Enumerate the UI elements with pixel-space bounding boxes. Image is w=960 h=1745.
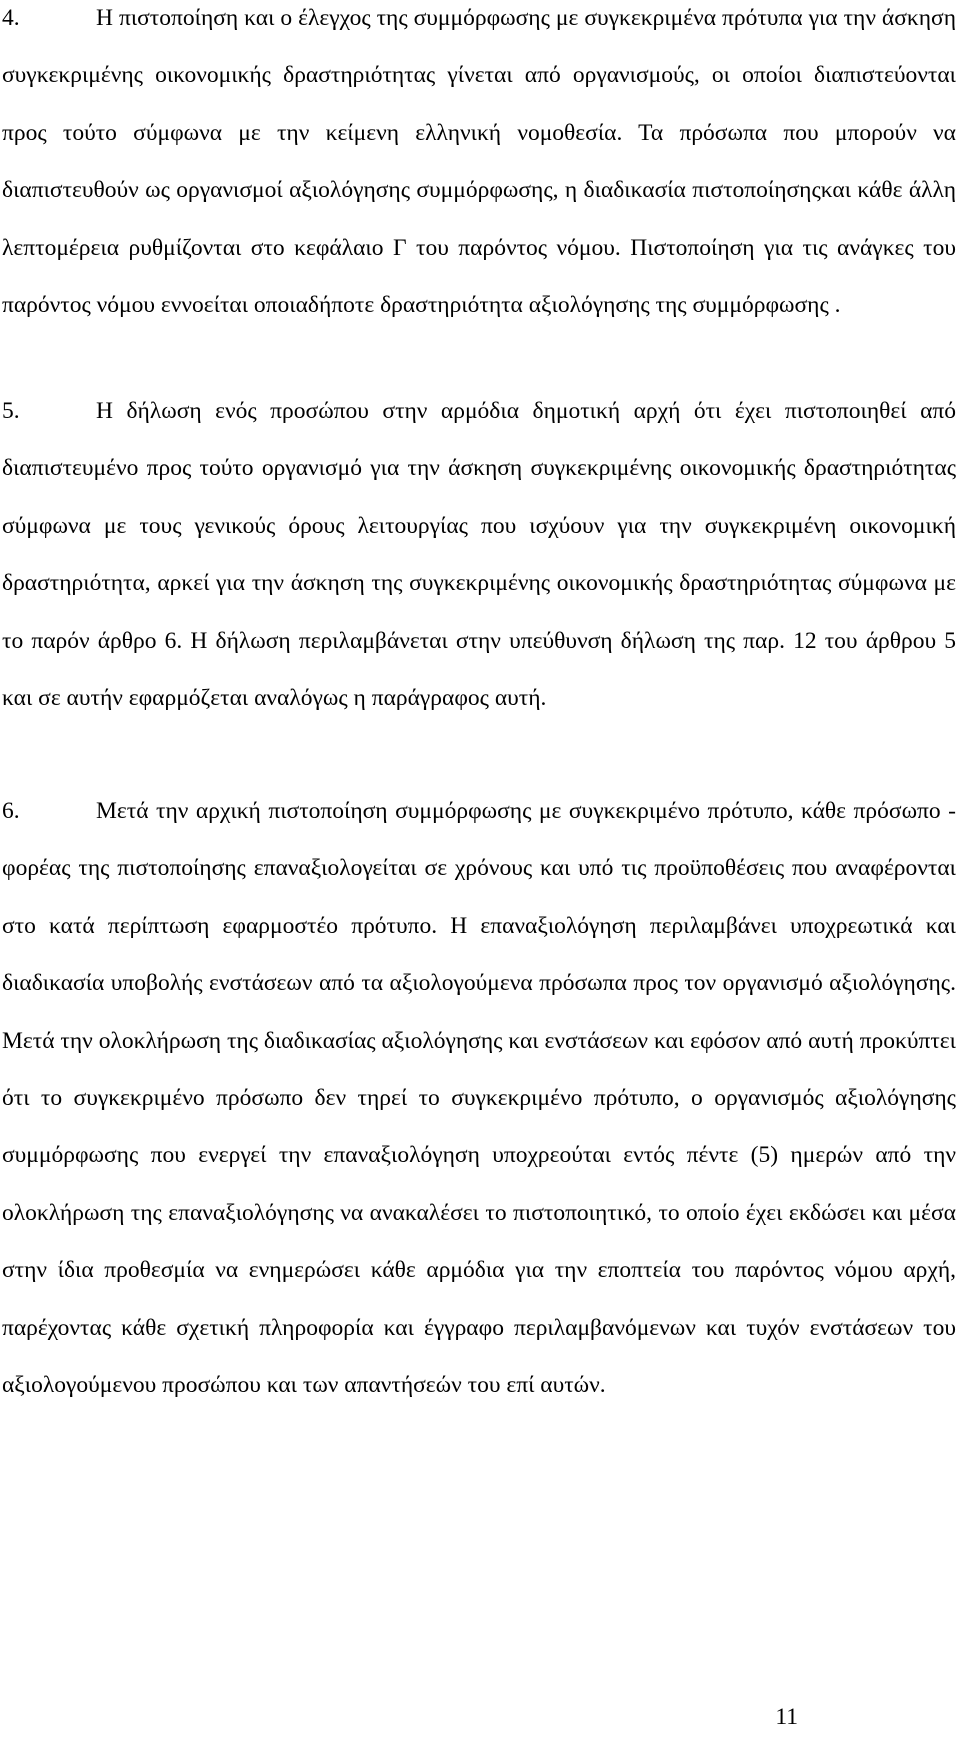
paragraph-number: 5.: [2, 398, 20, 424]
paragraph-6: [2, 783, 956, 1414]
paragraph-text: Μετά την αρχική πιστοποίηση συμμόρφωσης με συγκεκριμένο πρότυπο, κάθε πρόσωπο - φορέας της πιστοποίησης επαναξιολογείται σε χρόνους και υπό τις προϋποθέσεις που αναφέρονται στο κατά περίπτωση εφαρμοστέο πρότυπο. Η επαναξιολόγηση περιλαμβάνει υποχρεωτικά και διαδικασία υποβολής ενστάσεων από τα αξιολογούμενα πρόσωπα προς τον οργανισμό αξιολόγησης. Μετά την ολοκλήρωση της διαδικασίας αξιολόγησης και ενστάσεων και εφόσον από αυτή προκύπτει ότι το συγκεκριμένο πρόσωπο δεν τηρεί το συγκεκριμένο πρότυπο, ο οργανισμός αξιολόγησης συμμόρφωσης που ενεργεί την επαναξιολόγηση υποχρεούται εντός πέντε (5) ημερών από την ολοκλήρωση της επαναξιολόγησης να ανακαλέσει το πιστοποιητικό, το οποίο έχει εκδώσει και μέσα στην ίδια προθεσμία να ενημερώσει κάθε αρμόδια για την εποπτεία του παρόντος νόμου αρχή, παρέχοντας κάθε σχετική πληροφορία και έγγραφο περιλαμβανόμενων και τυχόν ενστάσεων του αξιολογούμενου προσώπου και των απαντήσεών του επί αυτών.: [2, 798, 956, 1399]
paragraph-text: Η δήλωση ενός προσώπου στην αρμόδια δημοτική αρχή ότι έχει πιστοποιηθεί από διαπιστευμένο προς τούτο οργανισμό για την άσκηση συγκεκριμένης οικονομικής δραστηριότητας σύμφωνα με τους γενικούς όρους λειτουργίας που ισχύουν για την συγκεκριμένη οικονομική δραστηριότητα, αρκεί για την άσκηση της συγκεκριμένης οικονομικής δραστηριότητας σύμφωνα με το παρόν άρθρο 6. Η δήλωση περιλαμβάνεται στην υπεύθυνση δήλωση της παρ. 12 του άρθρου 5 και σε αυτήν εφαρμόζεται αναλόγως η παράγραφος αυτή.: [2, 398, 956, 712]
paragraph-text: Η πιστοποίηση και ο έλεγχος της συμμόρφωσης με συγκεκριμένα πρότυπα για την άσκηση συγκεκριμένης οικονομικής δραστηριότητας γίνεται από οργανισμούς, οι οποίοι διαπιστεύονται προς τούτο σύμφωνα με την κείμενη ελληνική νομοθεσία. Τα πρόσωπα που μπορούν να διαπιστευθούν ως οργανισμοί αξιολόγησης συμμόρφωσης, η διαδικασία πιστοποίησηςκαι κάθε άλλη λεπτομέρεια ρυθμίζονται στο κεφάλαιο Γ του παρόντος νόμου. Πιστοποίηση για τις ανάγκες του παρόντος νόμου εννοείται οποιαδήποτε δραστηριότητα αξιολόγησης της συμμόρφωσης .: [2, 5, 956, 319]
page-number: 11: [775, 1704, 798, 1730]
paragraph-number: 6.: [2, 798, 20, 824]
paragraph-4: [2, 0, 956, 334]
paragraph-number: 4.: [2, 5, 20, 31]
paragraph-5: [2, 383, 956, 727]
